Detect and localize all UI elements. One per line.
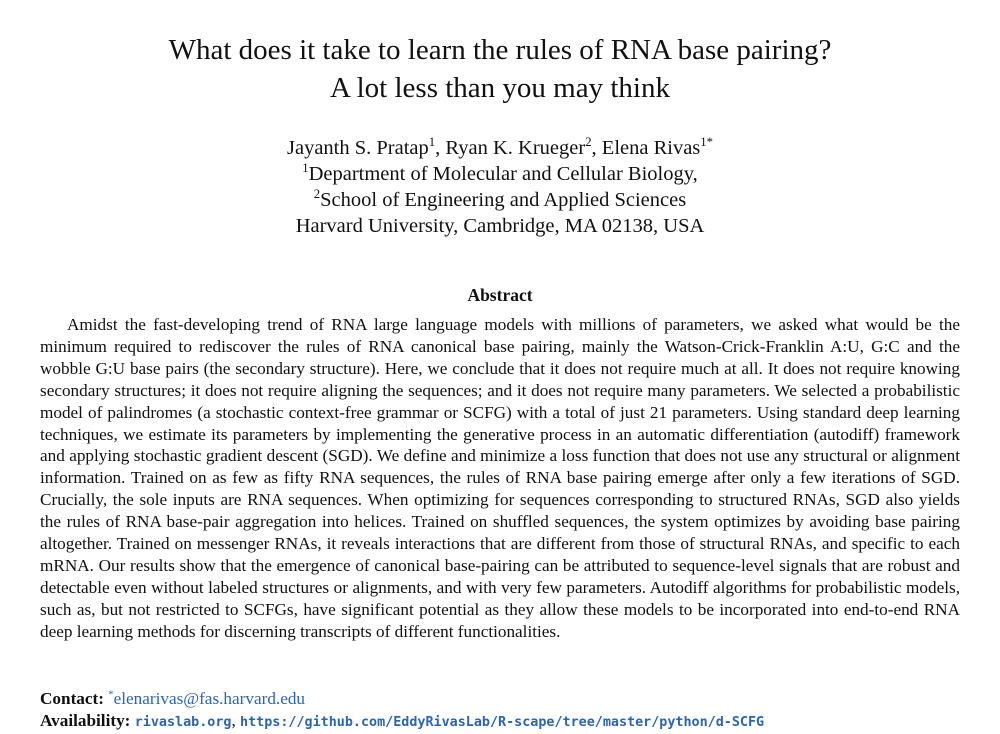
affiliation-mark: 2	[313, 187, 321, 202]
author-separator: ,	[591, 137, 602, 159]
contact-line	[40, 689, 970, 709]
availability-label: Availability:	[40, 711, 131, 730]
affiliation-text: School of Engineering and Applied Sciences	[320, 189, 687, 211]
abstract-heading: Abstract	[467, 285, 533, 305]
author-name: Elena Rivas	[601, 137, 701, 159]
title-line-1: What does it take to learn the rules of RNA base pairing?	[168, 34, 832, 66]
abstract-body: Amidst the fast-developing trend of RNA large language models with millions of parameters, we asked what would be the minimum required to rediscover the rules of RNA canonical base pairing, mainly the Watson-Crick-Franklin A:U, G:C and the wobble G:U base pairs (the secondary structure). Here, we conclude that it does not require much at all. It does not require knowing secondary structures; it does not require aligning the sequences; and it does not require many parameters. We selected a probabilistic model of palindromes (a stochastic context-free grammar or SCFG) with a total of just 21 parameters. Using standard deep learning techniques, we estimate its parameters by implementing the generative process in an automatic differentiation (autodiff) framework and applying stochastic gradient descent (SGD). We define and minimize a loss function that does not use any structural or alignment information. Trained on as few as fifty RNA sequences, the rules of RNA base pairing emerge after only a few iterations of SGD. Crucially, the sole inputs are RNA sequences. When optimizing for sequences corresponding to structured RNAs, SGD also yields the rules of RNA base-pair aggregation into helices. Trained on shuffled sequences, the system optimizes by avoiding base pairing altogether. Trained on messenger RNAs, it reveals interactions that are different from those of structural RNAs, and specific to each mRNA. Our results show that the emergence of canonical base-pairing can be attributed to sequence-level signals that are robust and detectable even without labeled structures or alignments, and with very few parameters. Autodiff algorithms for probabilistic models, such as, but not restricted to SCFGs, have significant potential as they allow these models to be incorporated into end-to-end RNA deep learning methods for discerning transcripts of different functionalities.	[40, 315, 960, 641]
availability-separator: ,	[231, 711, 236, 730]
contact-label: Contact:	[40, 689, 104, 708]
author-block	[0, 135, 1000, 239]
author-name: Ryan K. Krueger	[445, 137, 586, 159]
availability-line	[40, 711, 970, 733]
paper-title	[0, 31, 1000, 107]
author-name: Jayanth S. Pratap	[287, 137, 429, 159]
github-repo-link[interactable]: https://github.com/EddyRivasLab/R-scape/tree/master/python/d-SCFG	[240, 715, 765, 730]
affiliation-mark: 1*	[700, 135, 713, 150]
affiliation-line	[0, 187, 1000, 213]
author-list	[0, 135, 1000, 161]
contact-email-text: elenarivas@fas.harvard.edu	[113, 689, 306, 708]
author-separator: ,	[435, 137, 446, 159]
lab-website-link[interactable]: rivaslab.org	[134, 715, 232, 730]
affiliation-mark: 1	[302, 161, 309, 176]
affiliation-line	[0, 161, 1000, 187]
corresponding-author-mark: *	[108, 689, 114, 701]
affiliation-mark: 1	[428, 135, 436, 150]
contact-email-link[interactable]	[108, 689, 305, 708]
affiliation-text: Department of Molecular and Cellular Biology,	[308, 163, 698, 185]
affiliation-mark: 2	[585, 135, 592, 150]
title-line-2: A lot less than you may think	[330, 72, 670, 104]
affiliation-text: Harvard University, Cambridge, MA 02138, USA	[295, 215, 705, 237]
affiliation-line	[0, 213, 1000, 239]
